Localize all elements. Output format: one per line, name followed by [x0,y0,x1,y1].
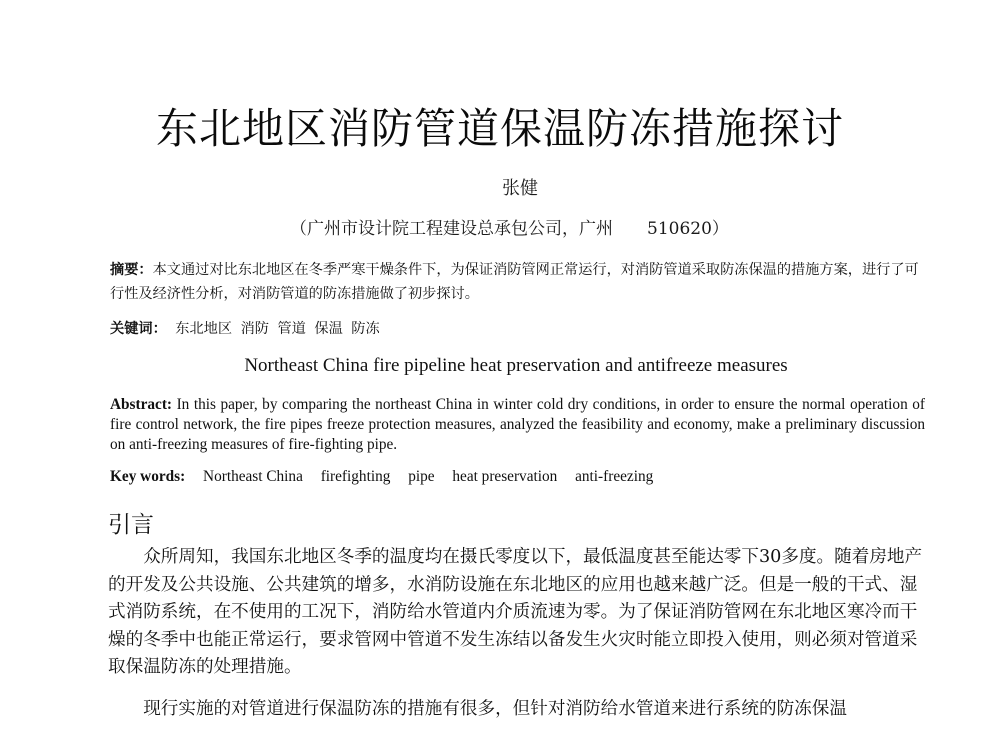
chinese-abstract [110,258,930,306]
section-heading-introduction: 引言 [108,512,154,538]
chinese-keyword: 防冻 [351,321,380,337]
english-keyword: firefighting [320,468,391,485]
body-paragraph: 众所周知，我国东北地区冬季的温度均在摄氏零度以下，最低温度甚至能达零下30多度。随着房地产的开发及公共设施、公共建筑的增多，水消防设施在东北地区的应用也越来越广泛。但是一般的干式、湿式消防系统，在不使用的工况下，消防给水管道内介质流速为零。为了保证消防管网在东北地区寒冷而干燥的冬季中也能正常运行，要求管网中管道不发生冻结以备发生火灾时能立即投入使用，则必须对管道采取保温防冻的处理措施。 [108,547,923,677]
chinese-keywords-label: 关键词： [110,321,167,337]
english-keyword: pipe [408,468,435,485]
affiliation-postcode: 510620） [647,219,729,239]
chinese-abstract-text: 本文通过对比东北地区在冬季严寒干燥条件下，为保证消防管网正常运行，对消防管道采取防冻保温的措施方案，进行了可行性及经济性分析，对消防管道的防冻措施做了初步探讨。 [110,262,919,302]
affiliation-text: （广州市设计院工程建设总承包公司，广州 [290,219,613,239]
english-abstract-text: In this paper, by comparing the northeast China in winter cold dry conditions, in order to ensure the normal operation of fire control network, the fire pipes freeze protection measures, analyzed the feasibility and economy, make a preliminary discussion on anti-freezing measures of fire-fighting pipe. [110,396,925,453]
english-abstract-label: Abstract: [110,396,173,413]
english-keywords [110,468,930,486]
body-paragraph: 现行实施的对管道进行保温防冻的措施有很多，但针对消防给水管道来进行系统的防冻保温 [143,698,847,719]
chinese-keyword: 保温 [314,321,343,337]
english-keyword: heat preservation [452,468,558,485]
chinese-keyword: 消防 [240,321,269,337]
english-abstract [110,395,925,455]
english-title: Northeast China fire pipeline heat preservation and antifreeze measures [244,355,788,376]
chinese-keyword: 管道 [277,321,306,337]
english-keyword: anti-freezing [575,468,654,485]
english-keywords-label: Key words: [110,468,186,485]
chinese-keyword: 东北地区 [175,321,233,337]
author-name: 张健 [502,178,538,199]
english-keyword: Northeast China [203,468,303,485]
affiliation [290,214,810,239]
chinese-abstract-label: 摘要： [110,262,153,278]
chinese-keywords [110,318,930,338]
paper-title: 东北地区消防管道保温防冻措施探讨 [155,104,844,153]
body-text [108,544,923,723]
